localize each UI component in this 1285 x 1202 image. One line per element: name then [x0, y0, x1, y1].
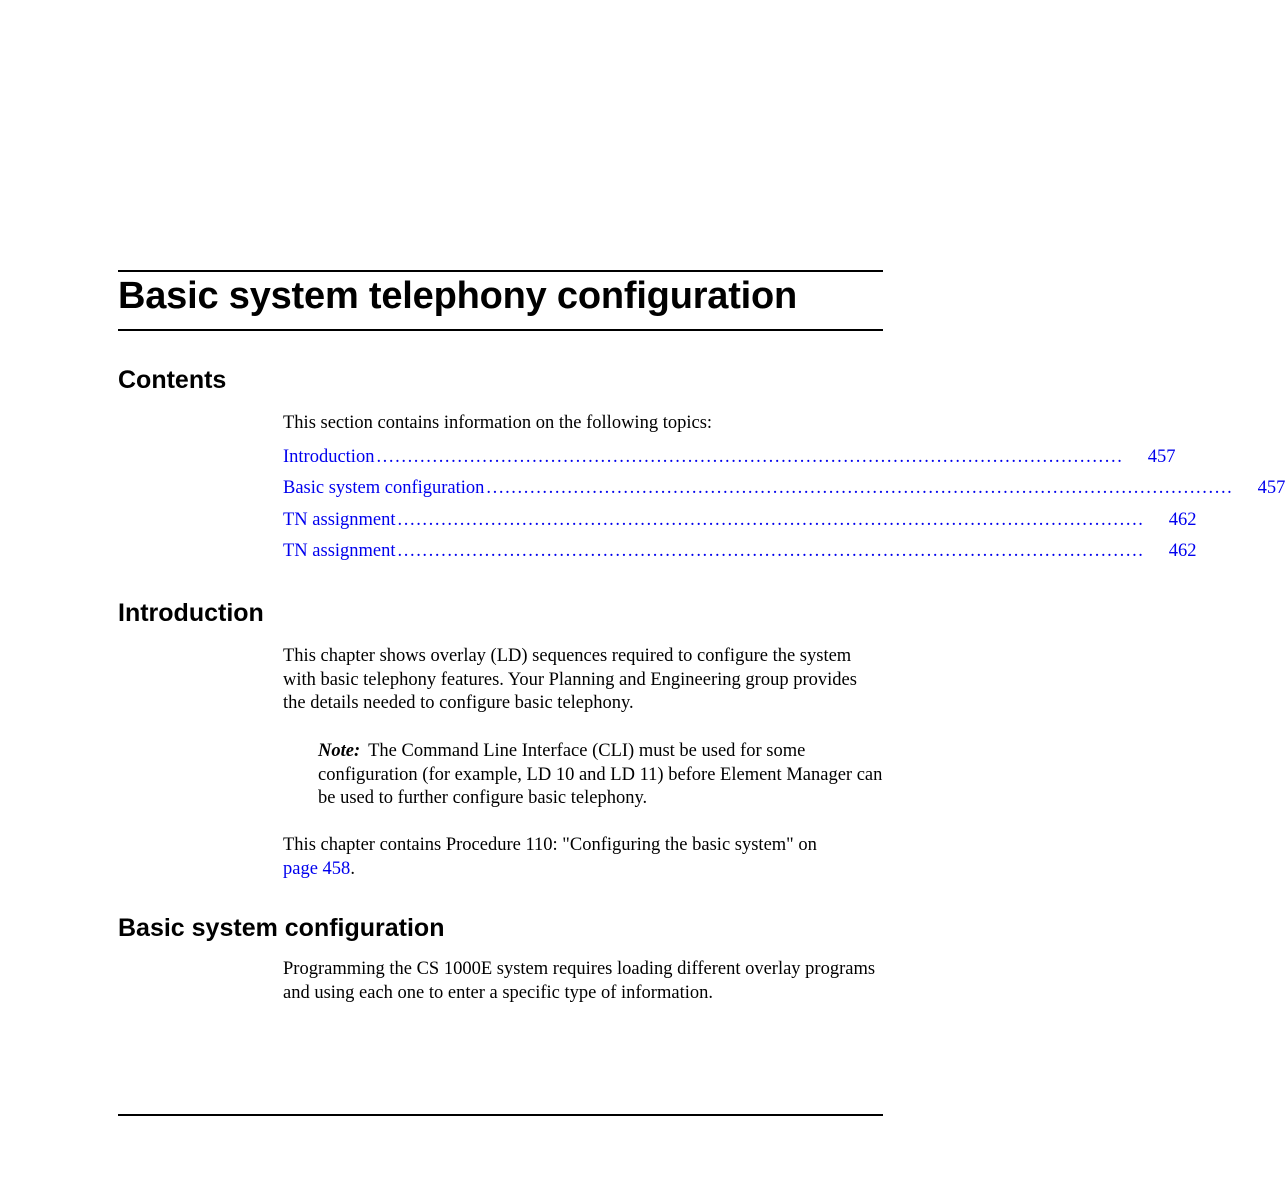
contents-heading: Contents [118, 366, 227, 394]
toc-entry-tn-assignment-2[interactable] [283, 540, 1197, 571]
toc-leader-dots: ........................................................................................................................ [486, 478, 1234, 499]
contains-text: This chapter contains Procedure 110: "Configuring the basic system" on [283, 835, 817, 855]
basic-system-configuration-heading: Basic system configuration [118, 914, 445, 942]
title-rule [118, 329, 883, 331]
table-of-contents [283, 446, 1285, 572]
toc-leader-dots: ........................................................................................................................ [397, 541, 1145, 562]
toc-entry-basic-system-configuration[interactable] [283, 477, 1285, 508]
introduction-heading: Introduction [118, 599, 264, 627]
toc-label[interactable]: TN assignment [283, 509, 396, 530]
note-paragraph [318, 740, 883, 811]
toc-leader-dots: ........................................................................................................................ [397, 509, 1145, 530]
toc-label[interactable]: Introduction [283, 447, 375, 467]
toc-page-number[interactable]: 457 [1147, 447, 1176, 467]
toc-page-number[interactable]: 462 [1168, 509, 1197, 530]
toc-label[interactable]: TN assignment [283, 541, 396, 562]
contains-end: . [350, 858, 355, 879]
contains-paragraph [283, 834, 883, 881]
bottom-rule [118, 1114, 883, 1116]
page-458-link[interactable]: page 458 [283, 858, 351, 879]
toc-entry-tn-assignment[interactable] [283, 509, 1197, 540]
chapter-title: Basic system telephony configuration [118, 275, 798, 317]
top-rule [118, 270, 883, 272]
introduction-paragraph: This chapter shows overlay (LD) sequences required to configure the system with basic telephony features. Your Planning and Engineering group provides the details needed to configure basic telephony. [283, 646, 857, 713]
toc-page-number[interactable]: 462 [1168, 541, 1197, 562]
note-label: Note: [318, 741, 361, 761]
note-text: The Command Line Interface (CLI) must be used for some configuration (for example, LD 10 and LD 11) before Element Manager can be used to further configure basic telephony. [318, 741, 883, 808]
contents-intro: This section contains information on the following topics: [283, 413, 713, 433]
toc-page-number[interactable]: 457 [1257, 478, 1285, 499]
toc-leader-dots: ........................................................................................................................ [376, 447, 1124, 467]
toc-label[interactable]: Basic system configuration [283, 478, 485, 499]
basic-system-paragraph: Programming the CS 1000E system requires loading different overlay programs and using each one to enter a specific type of information. [283, 959, 876, 1003]
toc-entry-introduction[interactable] [283, 446, 1176, 477]
